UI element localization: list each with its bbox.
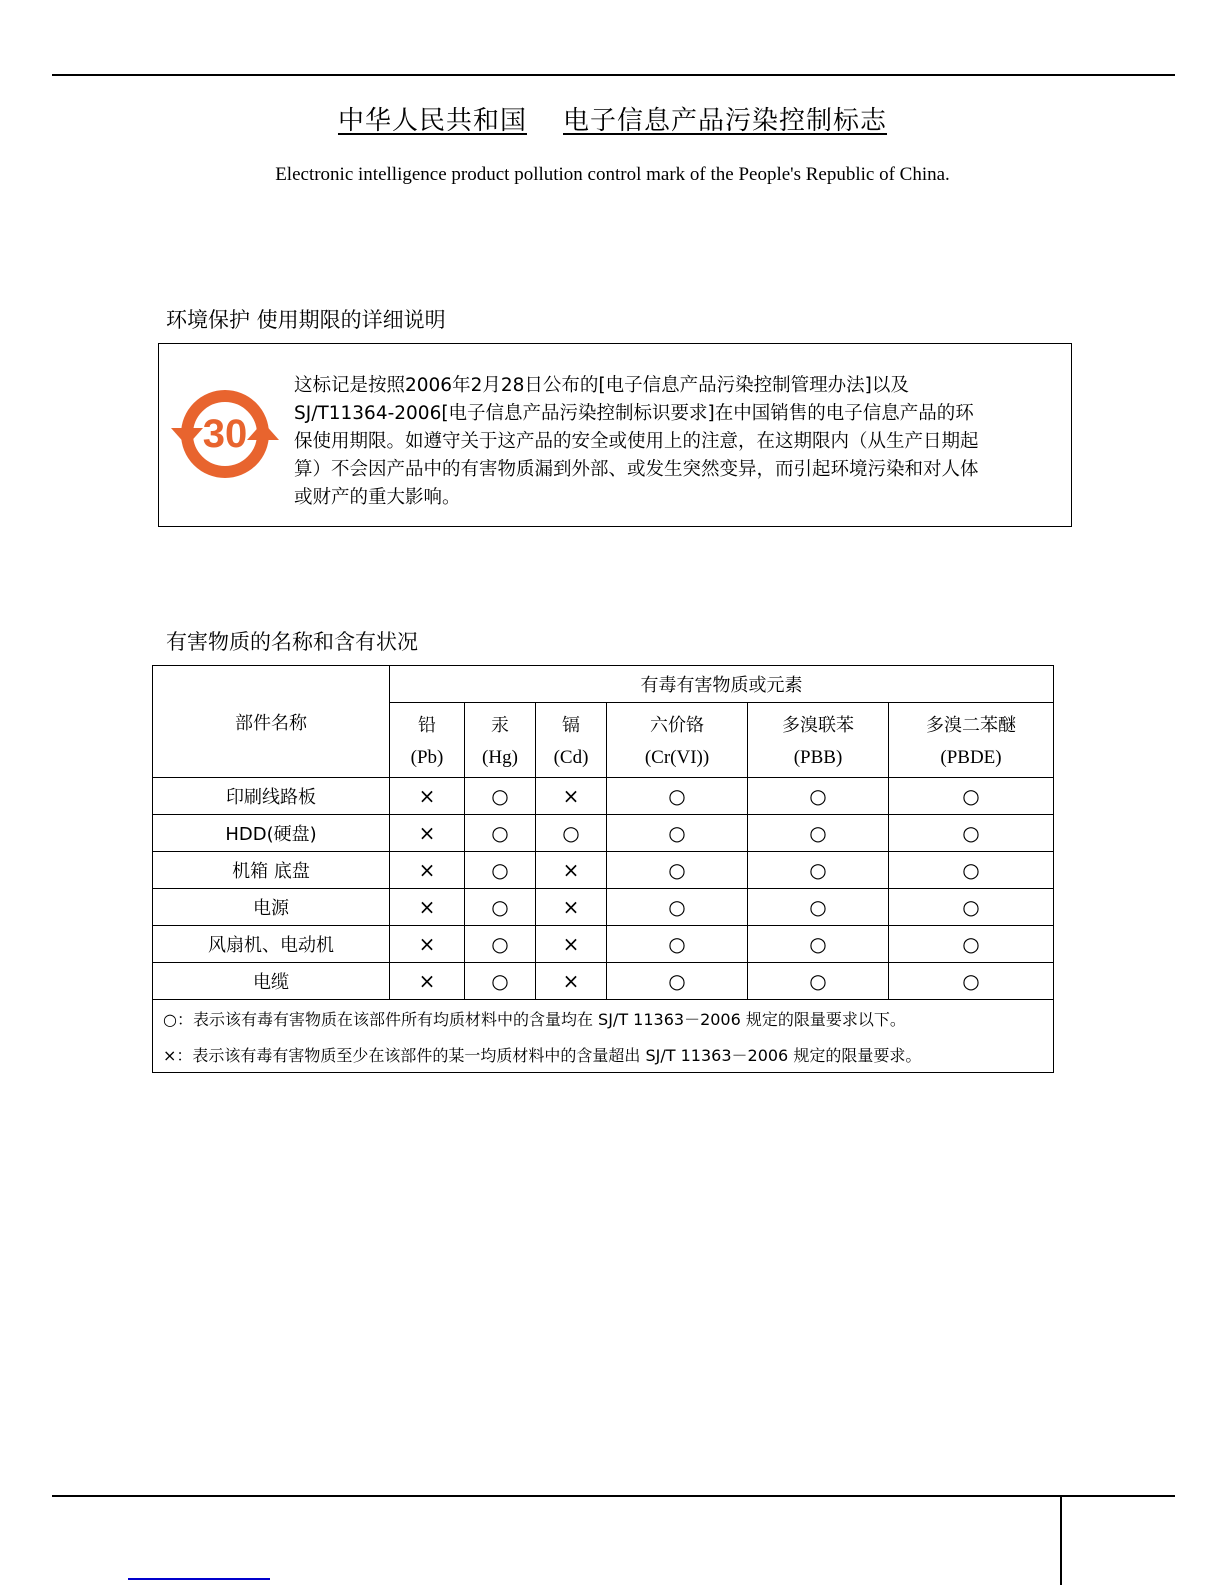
substance-mark-cell: × — [536, 963, 607, 1000]
element-header: 六价铬 (Cr(VI)) — [607, 703, 748, 778]
substance-mark-cell: × — [536, 889, 607, 926]
substance-mark-cell: ○ — [889, 889, 1054, 926]
substance-mark-cell: ○ — [748, 815, 889, 852]
substance-mark-cell: ○ — [465, 889, 536, 926]
element-header: 镉 (Cd) — [536, 703, 607, 778]
substance-mark-cell: ○ — [748, 778, 889, 815]
element-header: 多溴联苯 (PBB) — [748, 703, 889, 778]
substance-mark-cell: ○ — [748, 963, 889, 1000]
footer-divider — [1060, 1495, 1062, 1585]
table-row — [153, 926, 1054, 963]
substance-mark-cell: × — [390, 852, 465, 889]
substance-mark-cell: ○ — [607, 963, 748, 1000]
epup-logo-number: 30 — [202, 412, 248, 456]
title-cn-part-2: 电子信息产品污染控制标志 — [563, 106, 888, 136]
substance-mark-cell: ○ — [607, 852, 748, 889]
substance-mark-cell: ○ — [607, 889, 748, 926]
part-name-header: 部件名称 — [153, 666, 390, 778]
substance-mark-cell: ○ — [465, 926, 536, 963]
part-name-cell: 机箱 底盘 — [153, 852, 390, 889]
table-row — [153, 963, 1054, 1000]
substance-mark-cell: × — [390, 963, 465, 1000]
top-rule — [52, 74, 1175, 76]
table-row — [153, 815, 1054, 852]
part-name-cell: 电缆 — [153, 963, 390, 1000]
substance-mark-cell: × — [536, 852, 607, 889]
table-row — [153, 778, 1054, 815]
epup-line: SJ/T11364-2006[电子信息产品污染控制标识要求]在中国销售的电子信息产品的环 — [294, 403, 974, 424]
substance-mark-cell: ○ — [748, 889, 889, 926]
substance-mark-cell: ○ — [889, 815, 1054, 852]
part-name-cell: 印刷线路板 — [153, 778, 390, 815]
substance-mark-cell: ○ — [889, 926, 1054, 963]
bottom-rule — [52, 1495, 1175, 1497]
element-header: 多溴二苯醚 (PBDE) — [889, 703, 1054, 778]
part-name-cell: 电源 — [153, 889, 390, 926]
english-subtitle: Electronic intelligence product pollution control mark of the People's Republic of China. — [275, 164, 950, 185]
substance-mark-cell: ○ — [536, 815, 607, 852]
epup-line: 保使用期限。如遵守关于这产品的安全或使用上的注意，在这期限内（从生产日期起 — [294, 431, 979, 452]
substance-mark-cell: ○ — [748, 926, 889, 963]
substance-mark-cell: ○ — [607, 778, 748, 815]
substance-group-header: 有毒有害物质或元素 — [390, 666, 1054, 703]
epup-heading: 环境保护 使用期限的详细说明 — [166, 308, 446, 332]
table-note: ○：表示该有毒有害物质在该部件所有均质材料中的含量均在 SJ/T 11363－2006 规定的限量要求以下。 — [153, 1000, 1054, 1037]
substance-mark-cell: ○ — [607, 815, 748, 852]
substance-mark-cell: × — [390, 926, 465, 963]
page-title — [0, 100, 1225, 137]
table-row — [153, 852, 1054, 889]
element-header: 铅 (Pb) — [390, 703, 465, 778]
title-cn-part-1: 中华人民共和国 — [337, 106, 527, 136]
footer-link-underline — [128, 1578, 270, 1580]
epup-line: 或财产的重大影响。 — [294, 487, 461, 508]
substance-mark-cell: × — [390, 889, 465, 926]
substance-mark-cell: ○ — [465, 963, 536, 1000]
table-row — [153, 889, 1054, 926]
substance-mark-cell: ○ — [889, 852, 1054, 889]
part-name-cell: 风扇机、电动机 — [153, 926, 390, 963]
epup-30-logo — [167, 384, 283, 484]
substance-mark-cell: ○ — [889, 963, 1054, 1000]
substance-mark-cell: ○ — [607, 926, 748, 963]
substance-mark-cell: ○ — [748, 852, 889, 889]
substance-mark-cell: ○ — [465, 778, 536, 815]
substance-mark-cell: × — [536, 926, 607, 963]
substance-mark-cell: × — [390, 778, 465, 815]
epup-text — [294, 372, 1064, 512]
substance-mark-cell: × — [390, 815, 465, 852]
substance-mark-cell: ○ — [465, 815, 536, 852]
substances-heading: 有害物质的名称和含有状况 — [166, 630, 418, 654]
substance-mark-cell: × — [536, 778, 607, 815]
element-header: 汞 (Hg) — [465, 703, 536, 778]
hazardous-substances-table — [152, 665, 1054, 1073]
substance-mark-cell: ○ — [889, 778, 1054, 815]
table-note: ×：表示该有毒有害物质至少在该部件的某一均质材料中的含量超出 SJ/T 11363－2006 规定的限量要求。 — [153, 1036, 1054, 1073]
epup-statement-box — [158, 343, 1072, 527]
epup-line: 这标记是按照2006年2月28日公布的[电子信息产品污染控制管理办法]以及 — [294, 375, 909, 396]
substance-mark-cell: ○ — [465, 852, 536, 889]
epup-line: 算）不会因产品中的有害物质漏到外部、或发生突然变异，而引起环境污染和对人体 — [294, 459, 979, 480]
part-name-cell: HDD(硬盘) — [153, 815, 390, 852]
